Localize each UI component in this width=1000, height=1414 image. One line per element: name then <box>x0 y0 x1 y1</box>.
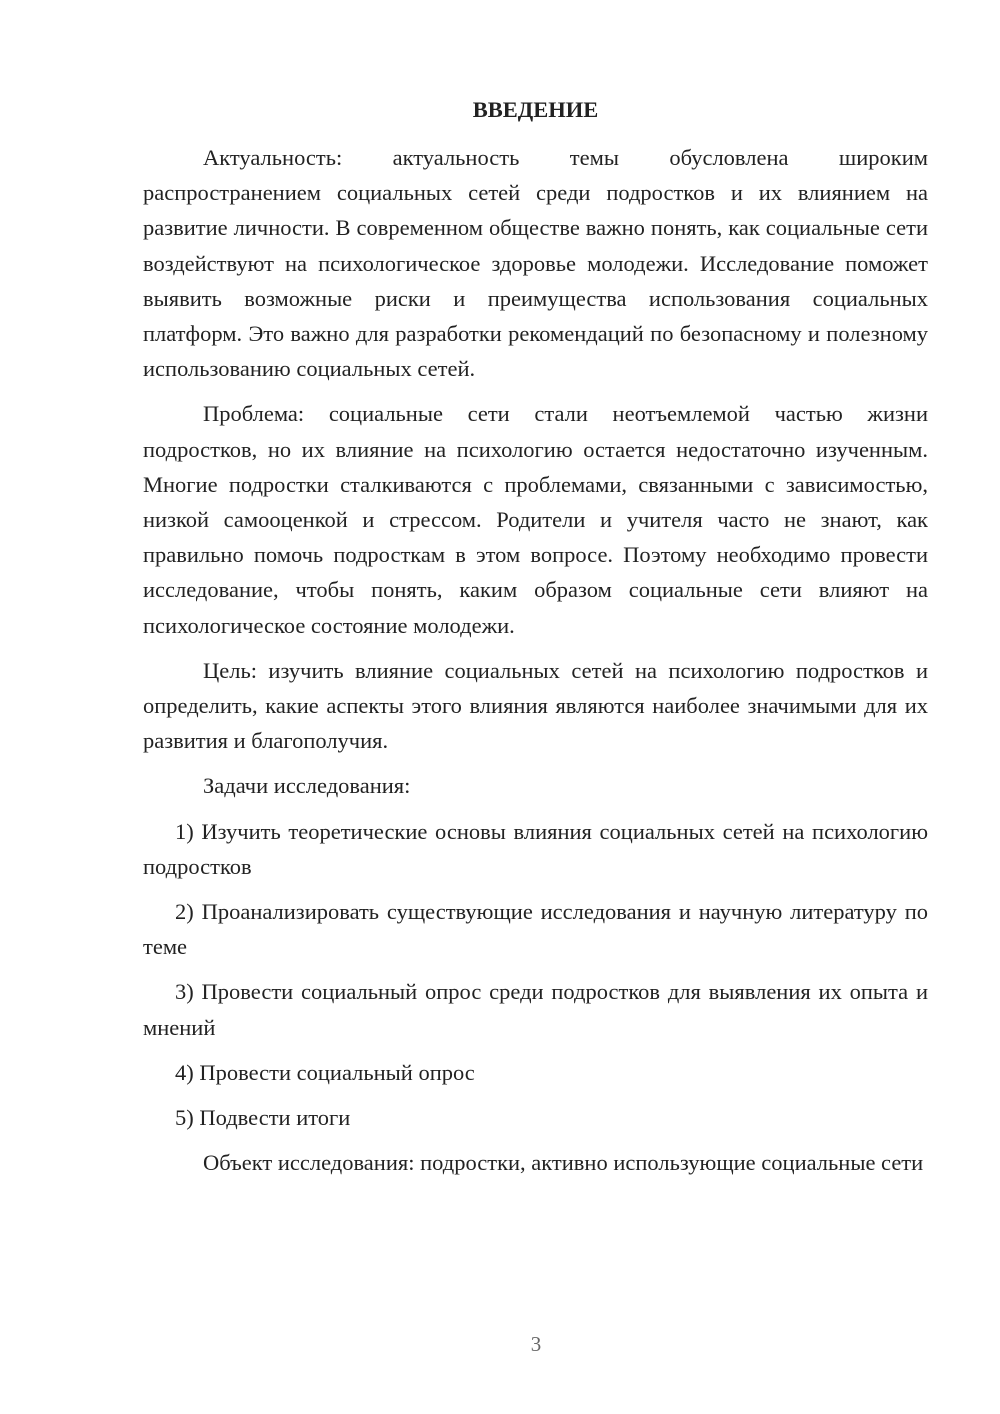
task-item-3: 3) Провести социальный опрос среди подростков для выявления их опыта и мнений <box>143 979 928 1040</box>
task-item-2: 2) Проанализировать существующие исследования и научную литературу по теме <box>143 899 928 960</box>
goal-paragraph: Цель: изучить влияние социальных сетей на психологию подростков и определить, какие аспекты этого влияния являются наиболее значимыми для их развития и благополучия. <box>143 657 928 754</box>
problem-paragraph: Проблема: социальные сети стали неотъемлемой частью жизни подростков, но их влияние на психологию остается недостаточно изученным. Многие подростки сталкиваются с проблемами, связанными с зависимостью, низкой самооценкой и стрессом. Родители и учителя часто не знают, как правильно помочь подросткам в этом вопросе. Поэтому необходимо провести исследование, чтобы понять, каким образом социальные сети влияют на психологическое состояние молодежи. <box>143 401 928 638</box>
page-number: 3 <box>530 1332 542 1356</box>
task-item-1: 1) Изучить теоретические основы влияния социальных сетей на психологию подростков <box>143 818 928 879</box>
document-page <box>143 92 928 1190</box>
relevance-paragraph: Актуальность: актуальность темы обусловлена широким распространением социальных сетей среди подростков и их влиянием на развитие личности. В современном обществе важно понять, как социальные сети воздействуют на психологическое здоровье молодежи. Исследование поможет выявить возможные риски и преимущества использования социальных платформ. Это важно для разработки рекомендаций по безопасному и полезному использованию социальных сетей. <box>143 145 928 382</box>
task-item-4: 4) Провести социальный опрос <box>175 1059 475 1085</box>
page-title: ВВЕДЕНИЕ <box>472 97 599 122</box>
object-paragraph: Объект исследования: подростки, активно использующие социальные сети <box>203 1150 924 1176</box>
tasks-heading: Задачи исследования: <box>203 773 411 799</box>
task-item-5: 5) Подвести итоги <box>175 1105 351 1131</box>
